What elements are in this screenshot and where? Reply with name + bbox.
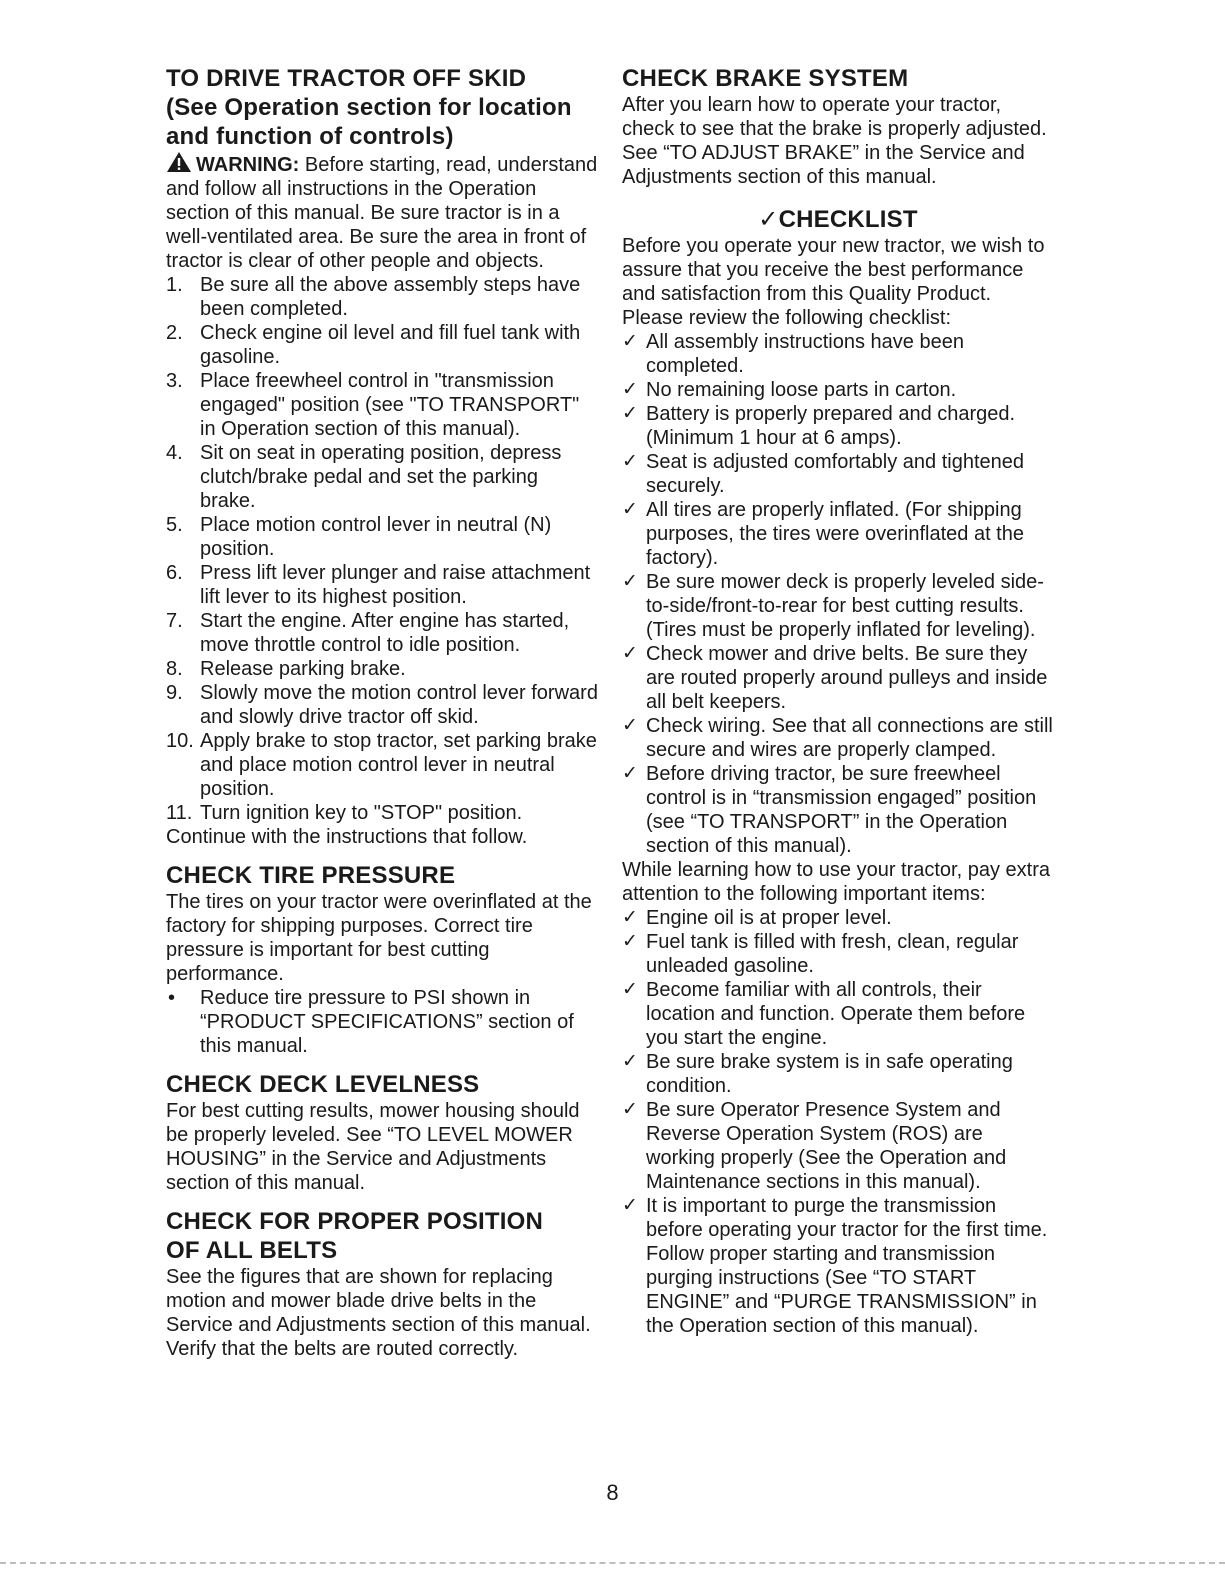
tire-pressure-bullets — [166, 986, 598, 1058]
deck-levelness-text: For best cutting results, mower housing should be properly leveled. See “TO LEVEL MOWER HOUSING” in the Service and Adjustments section of this manual. — [166, 1100, 580, 1194]
step-number: 2. — [166, 322, 183, 344]
list-item — [622, 906, 1054, 930]
check-mark-icon: ✓ — [622, 763, 638, 784]
check-mark-icon: ✓ — [622, 1051, 638, 1072]
heading-deck-levelness: CHECK DECK LEVELNESS — [166, 1071, 480, 1098]
brake-system-text: After you learn how to operate your tractor, check to see that the brake is properly adjusted. See “TO ADJUST BRAKE” in the Service and Adjustments section of this manual. — [622, 94, 1047, 188]
list-item — [166, 657, 598, 681]
check-mark-icon: ✓ — [622, 379, 638, 400]
list-item — [622, 1098, 1054, 1194]
step-text: Apply brake to stop tractor, set parking brake and place motion control lever in neutral position. — [200, 730, 597, 800]
heading-brake-system: CHECK BRAKE SYSTEM — [622, 65, 909, 92]
left-column — [166, 64, 598, 1361]
check-text: Check wiring. See that all connections are still secure and wires are properly clamped. — [646, 715, 1053, 761]
check-mark-icon: ✓ — [622, 979, 638, 1000]
checklist-intro: Before you operate your new tractor, we wish to assure that you receive the best performance and satisfaction from this Quality Product. — [622, 235, 1045, 305]
heading-checklist: ✓CHECKLIST — [758, 206, 918, 233]
bottom-divider — [0, 1562, 1225, 1564]
list-item — [622, 450, 1054, 498]
list-item — [622, 714, 1054, 762]
heading-drive-off-skid-sub2: and function of controls) — [166, 123, 454, 150]
check-text: Be sure Operator Presence System and Reverse Operation System (ROS) are working properly (See the Operation and Maintenance sections in this manual). — [646, 1099, 1007, 1193]
list-item — [622, 1050, 1054, 1098]
list-item — [166, 609, 598, 657]
important-items — [622, 906, 1054, 1338]
check-text: All assembly instructions have been completed. — [646, 331, 964, 377]
list-item — [622, 378, 1054, 402]
list-item — [166, 986, 598, 1058]
check-mark-icon: ✓ — [622, 331, 638, 352]
heading-drive-off-skid-sub1: (See Operation section for location — [166, 94, 572, 121]
bullet-text: Reduce tire pressure to PSI shown in “PRODUCT SPECIFICATIONS” section of this manual. — [200, 987, 574, 1057]
bullet-icon: • — [168, 987, 176, 1009]
list-item — [622, 498, 1054, 570]
check-text: Be sure brake system is in safe operating condition. — [646, 1051, 1013, 1097]
warning-text: Before starting, read, understand and follow all instructions in the Operation section of this manual. Be sure tractor is in a well-ventilated area. Be sure the area in front of tractor is clear of other people and objects. — [166, 154, 598, 272]
check-text: Engine oil is at proper level. — [646, 907, 892, 929]
step-number: 8. — [166, 658, 183, 680]
drive-off-skid-steps — [166, 273, 598, 825]
list-item — [622, 642, 1054, 714]
step-text: Sit on seat in operating position, depress clutch/brake pedal and set the parking brake. — [200, 442, 562, 512]
step-number: 4. — [166, 442, 183, 464]
check-mark-icon: ✓ — [622, 931, 638, 952]
check-text: Become familiar with all controls, their location and function. Operate them before you start the engine. — [646, 979, 1026, 1049]
tire-pressure-text: The tires on your tractor were overinflated at the factory for shipping purposes. Correct tire pressure is important for best cutting performance. — [166, 891, 592, 985]
step-number: 9. — [166, 682, 183, 704]
warning-paragraph — [166, 151, 598, 273]
step-number: 7. — [166, 610, 183, 632]
check-text: Seat is adjusted comfortably and tightened securely. — [646, 451, 1025, 497]
list-item — [166, 273, 598, 321]
page-number: 8 — [606, 1480, 619, 1505]
heading-drive-off-skid: TO DRIVE TRACTOR OFF SKID — [166, 65, 527, 92]
step-text: Turn ignition key to "STOP" position. — [200, 802, 523, 824]
check-mark-icon: ✓ — [622, 643, 638, 664]
list-item — [622, 978, 1054, 1050]
list-item — [622, 570, 1054, 642]
step-number: 1. — [166, 274, 183, 296]
check-mark-icon: ✓ — [622, 715, 638, 736]
heading-belts-line2: OF ALL BELTS — [166, 1237, 338, 1264]
check-text: Be sure mower deck is properly leveled side-to-side/front-to-rear for best cutting results. (Tires must be properly inflated for leveling). — [646, 571, 1044, 641]
list-item — [166, 681, 598, 729]
heading-tire-pressure: CHECK TIRE PRESSURE — [166, 862, 456, 889]
check-text: All tires are properly inflated. (For shipping purposes, the tires were overinflated at the factory). — [646, 499, 1024, 569]
warning-triangle-icon — [166, 151, 192, 173]
step-number: 10. — [166, 730, 194, 752]
step-number: 3. — [166, 370, 183, 392]
step-number: 11. — [166, 802, 193, 824]
step-text: Slowly move the motion control lever forward and slowly drive tractor off skid. — [200, 682, 598, 728]
step-text: Press lift lever plunger and raise attachment lift lever to its highest position. — [200, 562, 591, 608]
check-mark-icon: ✓ — [622, 499, 638, 520]
step-text: Place freewheel control in "transmission engaged" position (see "TO TRANSPORT" in Operation section of this manual). — [200, 370, 580, 440]
list-item — [166, 801, 598, 825]
list-item — [622, 402, 1054, 450]
check-text: Check mower and drive belts. Be sure they are routed properly around pulleys and inside all belt keepers. — [646, 643, 1048, 713]
heading-belts-line1: CHECK FOR PROPER POSITION — [166, 1208, 544, 1235]
list-item — [166, 321, 598, 369]
list-item — [166, 441, 598, 513]
step-text: Start the engine. After engine has started, move throttle control to idle position. — [200, 610, 570, 656]
step-number: 5. — [166, 514, 183, 536]
list-item — [622, 330, 1054, 378]
list-item — [166, 369, 598, 441]
check-mark-icon: ✓ — [622, 451, 638, 472]
continue-text: Continue with the instructions that follow. — [166, 826, 528, 848]
list-item — [166, 561, 598, 609]
checklist-items — [622, 330, 1054, 858]
warning-label: WARNING: — [196, 154, 300, 176]
list-item — [622, 930, 1054, 978]
check-text: Fuel tank is filled with fresh, clean, regular unleaded gasoline. — [646, 931, 1019, 977]
learning-text: While learning how to use your tractor, pay extra attention to the following important items: — [622, 859, 1050, 905]
step-text: Check engine oil level and fill fuel tank with gasoline. — [200, 322, 581, 368]
belts-text: See the figures that are shown for replacing motion and mower blade drive belts in the Service and Adjustments section of this manual. Verify that the belts are routed correctly. — [166, 1266, 591, 1360]
checklist-review: Please review the following checklist: — [622, 307, 952, 329]
list-item — [622, 762, 1054, 858]
check-text: No remaining loose parts in carton. — [646, 379, 957, 401]
list-item — [622, 1194, 1054, 1338]
check-text: It is important to purge the transmission before operating your tractor for the first time. Follow proper starting and transmission purging instructions (See “TO START ENGINE” and “PURGE TRANSMISSION” in the Operation section of this manual). — [646, 1195, 1048, 1337]
check-mark-icon: ✓ — [622, 1195, 638, 1216]
check-mark-icon: ✓ — [622, 1099, 638, 1120]
list-item — [166, 729, 598, 801]
right-column — [622, 64, 1054, 1338]
check-mark-icon: ✓ — [622, 907, 638, 928]
check-text: Before driving tractor, be sure freewheel control is in “transmission engaged” position (see “TO TRANSPORT” in the Operation section of this manual). — [646, 763, 1037, 857]
step-text: Place motion control lever in neutral (N) position. — [200, 514, 552, 560]
step-text: Release parking brake. — [200, 658, 406, 680]
check-text: Battery is properly prepared and charged. (Minimum 1 hour at 6 amps). — [646, 403, 1016, 449]
check-mark-icon: ✓ — [622, 571, 638, 592]
check-mark-icon: ✓ — [622, 403, 638, 424]
list-item — [166, 513, 598, 561]
step-number: 6. — [166, 562, 183, 584]
step-text: Be sure all the above assembly steps have been completed. — [200, 274, 581, 320]
